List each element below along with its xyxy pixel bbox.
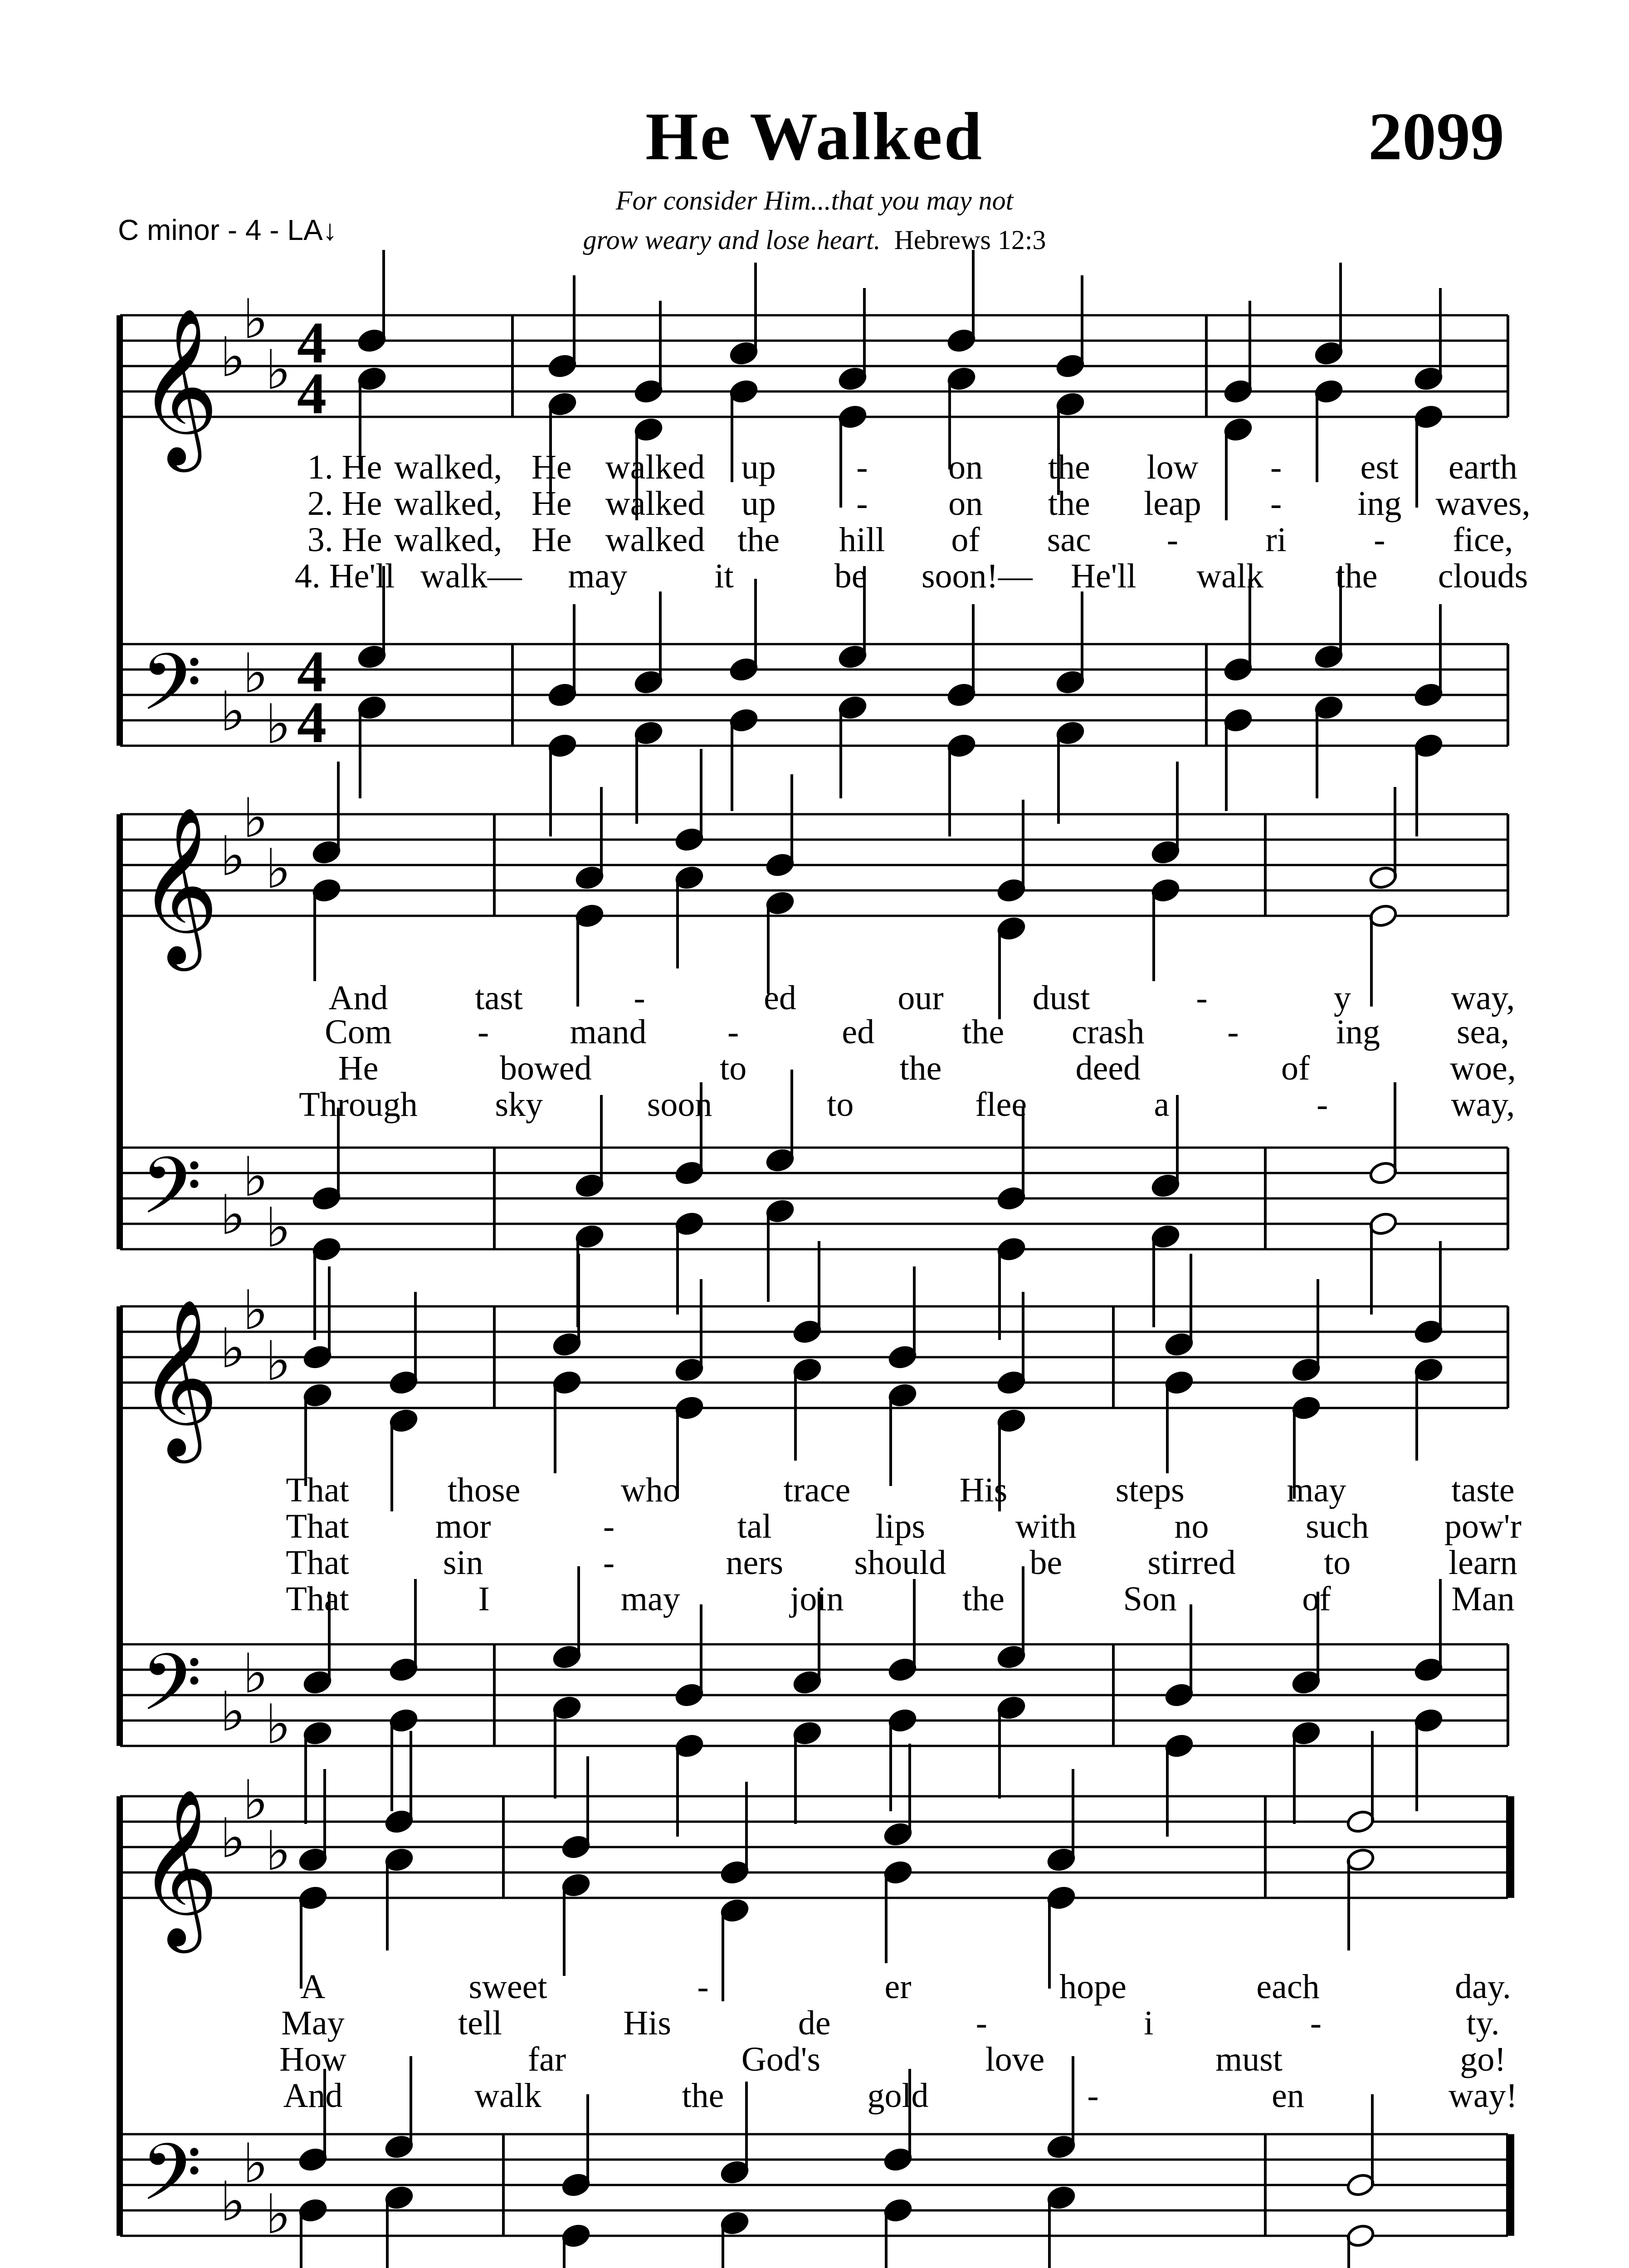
lyric-syllable: walk — [474, 2077, 541, 2115]
flat-sign-icon: ♭ — [243, 642, 268, 705]
lyric-syllable: - — [856, 448, 868, 486]
lyric-syllable: 3. He — [307, 521, 382, 559]
flat-sign-icon: ♭ — [243, 1642, 268, 1706]
lyric-syllable: to — [1324, 1544, 1351, 1582]
lyric-syllable: stirred — [1147, 1544, 1236, 1582]
lyric-syllable: God's — [741, 2040, 821, 2078]
flat-sign-icon: ♭ — [220, 326, 246, 389]
lyric-syllable: ing — [1357, 484, 1402, 523]
lyric-syllable: en — [1272, 2077, 1304, 2115]
lyric-syllable: of — [1281, 1049, 1310, 1087]
lyric-syllable: Com — [325, 1013, 392, 1051]
lyric-syllable: How — [279, 2040, 346, 2078]
time-signature-digit: 4 — [297, 639, 327, 704]
lyric-syllable: mor — [435, 1507, 491, 1545]
lyric-syllable: soon — [647, 1085, 712, 1124]
lyric-syllable: - — [1087, 2077, 1099, 2115]
flat-sign-icon: ♭ — [243, 1146, 268, 1209]
flat-sign-icon: ♭ — [265, 838, 291, 901]
lyric-syllable: up — [741, 484, 776, 523]
lyric-syllable: who — [620, 1471, 680, 1509]
lyric-syllable: - — [1227, 1013, 1239, 1051]
lyric-syllable: A — [300, 1968, 326, 2006]
lyric-syllable: - — [603, 1507, 615, 1545]
lyric-syllable: the — [1048, 448, 1090, 486]
lyric-syllable: mand — [570, 1013, 647, 1051]
flat-sign-icon: ♭ — [243, 787, 268, 850]
bass-clef-icon: 𝄢 — [141, 636, 202, 748]
treble-clef-icon: 𝄞 — [138, 307, 219, 465]
lyric-syllable: be — [1029, 1544, 1063, 1582]
lyric-syllable: That — [286, 1544, 349, 1582]
lyric-syllable: tell — [458, 2004, 502, 2042]
lyric-syllable: may — [1287, 1471, 1346, 1509]
bass-clef-icon: 𝄢 — [141, 2126, 202, 2238]
lyric-syllable: with — [1015, 1507, 1077, 1545]
flat-sign-icon: ♭ — [265, 1330, 291, 1393]
lyric-syllable: earth — [1449, 448, 1517, 486]
lyric-syllable: walked — [605, 521, 705, 559]
lyric-syllable: Man — [1451, 1580, 1515, 1618]
flat-sign-icon: ♭ — [220, 2170, 246, 2234]
lyric-syllable: 4. He'll — [294, 557, 395, 595]
lyric-syllable: That — [286, 1507, 349, 1545]
lyric-syllable: - — [1270, 448, 1282, 486]
lyric-syllable: His — [623, 2004, 671, 2042]
lyric-syllable: the — [962, 1580, 1005, 1618]
lyric-syllable: must — [1215, 2040, 1283, 2078]
lyric-syllable: - — [1374, 521, 1385, 559]
lyric-syllable: such — [1306, 1507, 1369, 1545]
lyric-syllable: He — [532, 521, 572, 559]
lyric-syllable: I — [478, 1580, 490, 1618]
lyric-syllable: be — [834, 557, 867, 595]
lyric-syllable: of — [951, 521, 980, 559]
flat-sign-icon: ♭ — [265, 2183, 291, 2246]
flat-sign-icon: ♭ — [220, 1681, 246, 1744]
lyric-syllable: sky — [495, 1085, 543, 1124]
lyric-syllable: - — [634, 979, 645, 1017]
hymn-title: He Walked — [645, 99, 984, 174]
lyric-syllable: our — [897, 979, 944, 1017]
lyric-syllable: tast — [475, 979, 523, 1017]
lyric-syllable: He — [532, 484, 572, 523]
lyric-syllable: it — [714, 557, 734, 595]
lyric-syllable: Son — [1123, 1580, 1177, 1618]
lyric-syllable: deed — [1075, 1049, 1141, 1087]
lyric-syllable: 1. He — [307, 448, 382, 486]
lyric-syllable: leap — [1144, 484, 1201, 523]
lyric-syllable: far — [527, 2040, 566, 2078]
flat-sign-icon: ♭ — [243, 1279, 268, 1342]
lyric-syllable: day. — [1455, 1968, 1511, 2006]
lyric-syllable: join — [790, 1580, 844, 1618]
lyric-syllable: taste — [1451, 1471, 1515, 1509]
lyric-syllable: er — [884, 1968, 912, 2006]
lyric-syllable: tal — [737, 1507, 772, 1545]
flat-sign-icon: ♭ — [265, 1820, 291, 1883]
lyric-syllable: up — [741, 448, 776, 486]
lyric-syllable: sea, — [1456, 1013, 1510, 1051]
lyric-syllable: of — [1302, 1580, 1331, 1618]
lyric-syllable: love — [985, 2040, 1045, 2078]
lyric-syllable: And — [283, 2077, 343, 2115]
lyric-syllable: - — [1310, 2004, 1322, 2042]
lyric-syllable: dust — [1032, 979, 1090, 1017]
lyric-syllable: on — [948, 484, 983, 523]
flat-sign-icon: ♭ — [220, 825, 246, 888]
lyric-syllable: steps — [1115, 1471, 1185, 1509]
final-barline — [1506, 1796, 1514, 1898]
final-barline — [1506, 2134, 1514, 2236]
flat-sign-icon: ♭ — [243, 1769, 268, 1832]
lyric-syllable: walked, — [394, 448, 502, 486]
lyric-syllable: crash — [1072, 1013, 1145, 1051]
lyric-syllable: fice, — [1453, 521, 1513, 559]
lyric-syllable: woe, — [1450, 1049, 1516, 1087]
lyric-syllable: those — [447, 1471, 521, 1509]
lyric-syllable: trace — [783, 1471, 851, 1509]
lyric-syllable: walked, — [394, 521, 502, 559]
lyric-syllable: - — [1166, 521, 1179, 559]
lyric-syllable: - — [1196, 979, 1208, 1017]
lyric-syllable: the — [1048, 484, 1090, 523]
lyric-syllable: clouds — [1438, 557, 1528, 595]
time-signature-digit: 4 — [297, 361, 327, 426]
lyric-syllable: hill — [839, 521, 885, 559]
key-info: C minor - 4 - LA↓ — [118, 214, 337, 246]
lyric-syllable: learn — [1449, 1544, 1517, 1582]
treble-clef-icon: 𝄞 — [138, 806, 219, 964]
lyric-syllable: i — [1144, 2004, 1154, 2042]
lyric-syllable: sin — [443, 1544, 483, 1582]
lyric-syllable: go! — [1460, 2040, 1506, 2078]
lyric-syllable: ners — [726, 1544, 784, 1582]
lyric-syllable: He — [532, 448, 572, 486]
lyric-syllable: the — [962, 1013, 1005, 1051]
lyric-syllable: lips — [875, 1507, 925, 1545]
lyric-syllable: the — [737, 521, 780, 559]
lyric-syllable: walk — [1196, 557, 1264, 595]
lyric-syllable: walked — [605, 448, 705, 486]
lyric-syllable: He'll — [1071, 557, 1136, 595]
lyric-syllable: That — [286, 1580, 349, 1618]
treble-clef-icon: 𝄞 — [138, 1298, 219, 1456]
flat-sign-icon: ♭ — [265, 1197, 291, 1260]
lyric-syllable: 2. He — [307, 484, 382, 523]
lyric-syllable: soon!— — [921, 557, 1033, 595]
lyric-syllable: ty. — [1466, 2004, 1500, 2042]
hymn-number: 2099 — [1368, 99, 1504, 174]
epigraph-text-1: For consider Him...that you may not — [615, 186, 1014, 215]
lyric-syllable: - — [603, 1544, 615, 1582]
lyric-syllable: - — [697, 1968, 709, 2006]
epigraph-text-2: grow weary and lose heart. — [583, 225, 881, 255]
lyric-syllable: Through — [299, 1085, 418, 1124]
lyric-syllable: de — [798, 2004, 831, 2042]
lyric-syllable: may — [568, 557, 628, 595]
flat-sign-icon: ♭ — [220, 680, 246, 743]
lyric-syllable: His — [959, 1471, 1008, 1509]
system-bracket — [117, 1796, 123, 2236]
lyric-syllable: May — [281, 2004, 345, 2042]
lyric-syllable: way! — [1449, 2077, 1517, 2115]
lyric-syllable: - — [1317, 1085, 1328, 1124]
lyric-syllable: walked, — [394, 484, 502, 523]
lyric-syllable: ed — [842, 1013, 875, 1051]
bass-clef-icon: 𝄢 — [141, 1637, 202, 1748]
staff-bass-1 — [120, 566, 1508, 836]
bass-clef-icon: 𝄢 — [141, 1140, 202, 1251]
flat-sign-icon: ♭ — [220, 1807, 246, 1870]
lyric-syllable: to — [827, 1085, 854, 1124]
lyric-syllable: bowed — [500, 1049, 592, 1087]
lyric-syllable: way, — [1451, 1085, 1515, 1124]
lyric-syllable: - — [477, 1013, 489, 1051]
lyric-syllable: ed — [764, 979, 796, 1017]
lyric-syllable: That — [286, 1471, 349, 1509]
staff-treble-4 — [120, 1731, 1514, 2001]
lyric-syllable: waves, — [1435, 484, 1531, 523]
flat-sign-icon: ♭ — [243, 288, 268, 351]
lyric-syllable: the — [899, 1049, 942, 1087]
lyric-syllable: on — [948, 448, 983, 486]
lyric-syllable: low — [1146, 448, 1199, 486]
lyric-syllable: - — [1270, 484, 1282, 523]
lyric-syllable: a — [1154, 1085, 1170, 1124]
lyric-syllable: - — [727, 1013, 739, 1051]
lyric-syllable: ri — [1265, 521, 1287, 559]
lyric-syllable: pow'r — [1444, 1507, 1522, 1545]
lyric-syllable: may — [620, 1580, 680, 1618]
flat-sign-icon: ♭ — [220, 1317, 246, 1380]
lyric-syllable: ing — [1336, 1013, 1380, 1051]
lyric-syllable: should — [854, 1544, 946, 1582]
flat-sign-icon: ♭ — [265, 1693, 291, 1756]
lyric-syllable: flee — [975, 1085, 1027, 1124]
lyric-syllable: the — [1335, 557, 1378, 595]
lyric-syllable: the — [682, 2077, 724, 2115]
flat-sign-icon: ♭ — [220, 1184, 246, 1247]
treble-clef-icon: 𝄞 — [138, 1788, 219, 1946]
system-bracket — [117, 1306, 123, 1746]
flat-sign-icon: ♭ — [265, 693, 291, 756]
system-bracket — [117, 814, 123, 1249]
lyric-syllable: walk— — [420, 557, 522, 595]
system-bracket — [117, 315, 123, 746]
lyric-syllable: est — [1360, 448, 1399, 486]
flat-sign-icon: ♭ — [243, 2132, 268, 2195]
lyric-syllable: no — [1174, 1507, 1209, 1545]
lyric-syllable: each — [1256, 1968, 1320, 2006]
lyric-syllable: And — [328, 979, 388, 1017]
epigraph-reference: Hebrews 12:3 — [894, 225, 1046, 255]
lyric-syllable: gold — [867, 2077, 929, 2115]
lyric-syllable: to — [720, 1049, 747, 1087]
time-signature-digit: 4 — [297, 690, 327, 755]
lyric-syllable: sac — [1047, 521, 1091, 559]
lyric-syllable: way, — [1451, 979, 1515, 1017]
lyric-syllable: y — [1334, 979, 1351, 1017]
lyric-syllable: sweet — [468, 1968, 547, 2006]
time-signature-digit: 4 — [297, 310, 327, 376]
flat-sign-icon: ♭ — [265, 339, 291, 402]
lyric-syllable: - — [975, 2004, 987, 2042]
lyric-syllable: - — [856, 484, 868, 523]
lyric-syllable: walked — [605, 484, 705, 523]
lyric-syllable: hope — [1059, 1968, 1127, 2006]
lyric-syllable: He — [338, 1049, 379, 1087]
